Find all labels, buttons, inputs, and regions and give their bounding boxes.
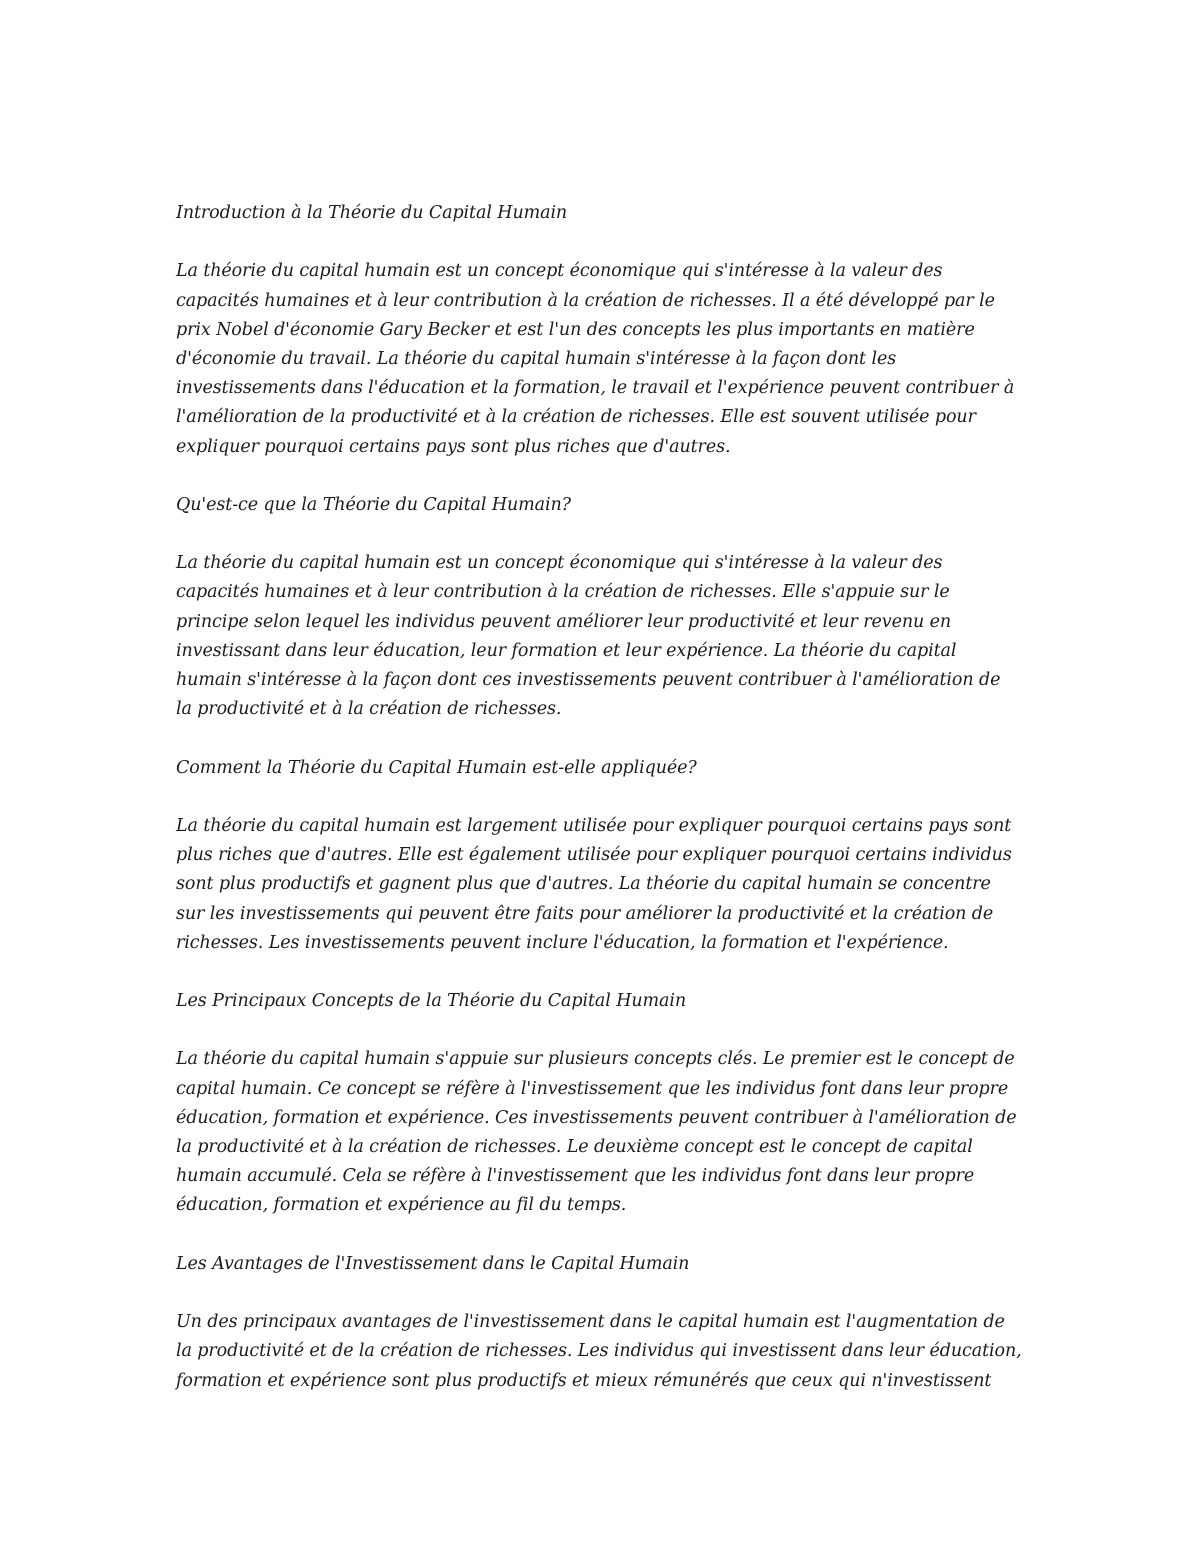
text-line: richesses. Les investissements peuvent inclure l'éducation, la formation et l'expérience. <box>176 932 949 953</box>
section-heading <box>176 199 1036 228</box>
paragraph <box>176 1045 1036 1220</box>
section-heading <box>176 754 1036 783</box>
paragraph <box>176 257 1036 461</box>
text-line: éducation, formation et expérience. Ces investissements peuvent contribuer à l'amélioration de <box>176 1107 1017 1128</box>
text-line: Les Principaux Concepts de la Théorie du Capital Humain <box>176 991 687 1012</box>
text-line: investissant dans leur éducation, leur formation et leur expérience. La théorie du capital <box>176 640 957 661</box>
section-heading <box>176 987 1036 1016</box>
text-line: La théorie du capital humain est un concept économique qui s'intéresse à la valeur des <box>176 261 943 282</box>
text-line: sont plus productifs et gagnent plus que d'autres. La théorie du capital humain se concentre <box>176 874 991 895</box>
text-line: Introduction à la Théorie du Capital Humain <box>176 203 568 223</box>
text-line: humain accumulé. Cela se réfère à l'investissement que les individus font dans leur propre <box>176 1166 975 1187</box>
text-line: la productivité et à la création de richesses. Le deuxième concept est le concept de capital <box>176 1137 973 1157</box>
text-line: principe selon lequel les individus peuvent améliorer leur productivité et leur revenu en <box>176 611 952 632</box>
text-line: l'amélioration de la productivité et à la création de richesses. Elle est souvent utilisée pour <box>176 407 976 428</box>
paragraph <box>176 549 1036 724</box>
text-line: Comment la Théorie du Capital Humain est-elle appliquée? <box>176 757 697 778</box>
text-line: La théorie du capital humain est un concept économique qui s'intéresse à la valeur des <box>176 553 943 574</box>
paragraph <box>176 1308 1036 1396</box>
section-heading <box>176 1250 1036 1279</box>
text-line: Un des principaux avantages de l'investissement dans le capital humain est l'augmentation de <box>176 1312 1005 1333</box>
document-body <box>176 199 1036 1425</box>
text-line: expliquer pourquoi certains pays sont plus riches que d'autres. <box>176 436 731 457</box>
text-line: prix Nobel d'économie Gary Becker et est l'un des concepts les plus importants en matière <box>176 319 975 340</box>
paragraph <box>176 812 1036 958</box>
text-line: Les Avantages de l'Investissement dans le Capital Humain <box>176 1253 690 1274</box>
text-line: humain s'intéresse à la façon dont ces investissements peuvent contribuer à l'amélioration de <box>176 670 1001 690</box>
text-line: éducation, formation et expérience au fil du temps. <box>176 1195 627 1216</box>
text-line: capacités humaines et à leur contribution à la création de richesses. Elle s'appuie sur le <box>176 582 950 603</box>
text-line: capital humain. Ce concept se réfère à l'investissement que les individus font dans leur propre <box>176 1078 1009 1099</box>
text-line: La théorie du capital humain est largement utilisée pour expliquer pourquoi certains pays sont <box>176 815 1012 836</box>
text-line: investissements dans l'éducation et la formation, le travail et l'expérience peuvent contribuer à <box>176 378 1015 399</box>
text-line: la productivité et de la création de richesses. Les individus qui investissent dans leur éducation, <box>176 1341 1022 1362</box>
text-line: la productivité et à la création de richesses. <box>176 699 562 720</box>
text-line: capacités humaines et à leur contribution à la création de richesses. Il a été développé par le <box>176 290 995 311</box>
text-line: Qu'est-ce que la Théorie du Capital Humain? <box>176 494 571 515</box>
text-line: plus riches que d'autres. Elle est également utilisée pour expliquer pourquoi certains individus <box>176 845 1012 866</box>
section-heading <box>176 491 1036 520</box>
text-line: d'économie du travail. La théorie du capital humain s'intéresse à la façon dont les <box>176 348 897 369</box>
text-line: La théorie du capital humain s'appuie sur plusieurs concepts clés. Le premier est le concept de <box>176 1049 1015 1070</box>
text-line: formation et expérience sont plus productifs et mieux rémunérés que ceux qui n'investissent <box>176 1370 992 1391</box>
text-line: sur les investissements qui peuvent être faits pour améliorer la productivité et la création de <box>176 903 994 924</box>
